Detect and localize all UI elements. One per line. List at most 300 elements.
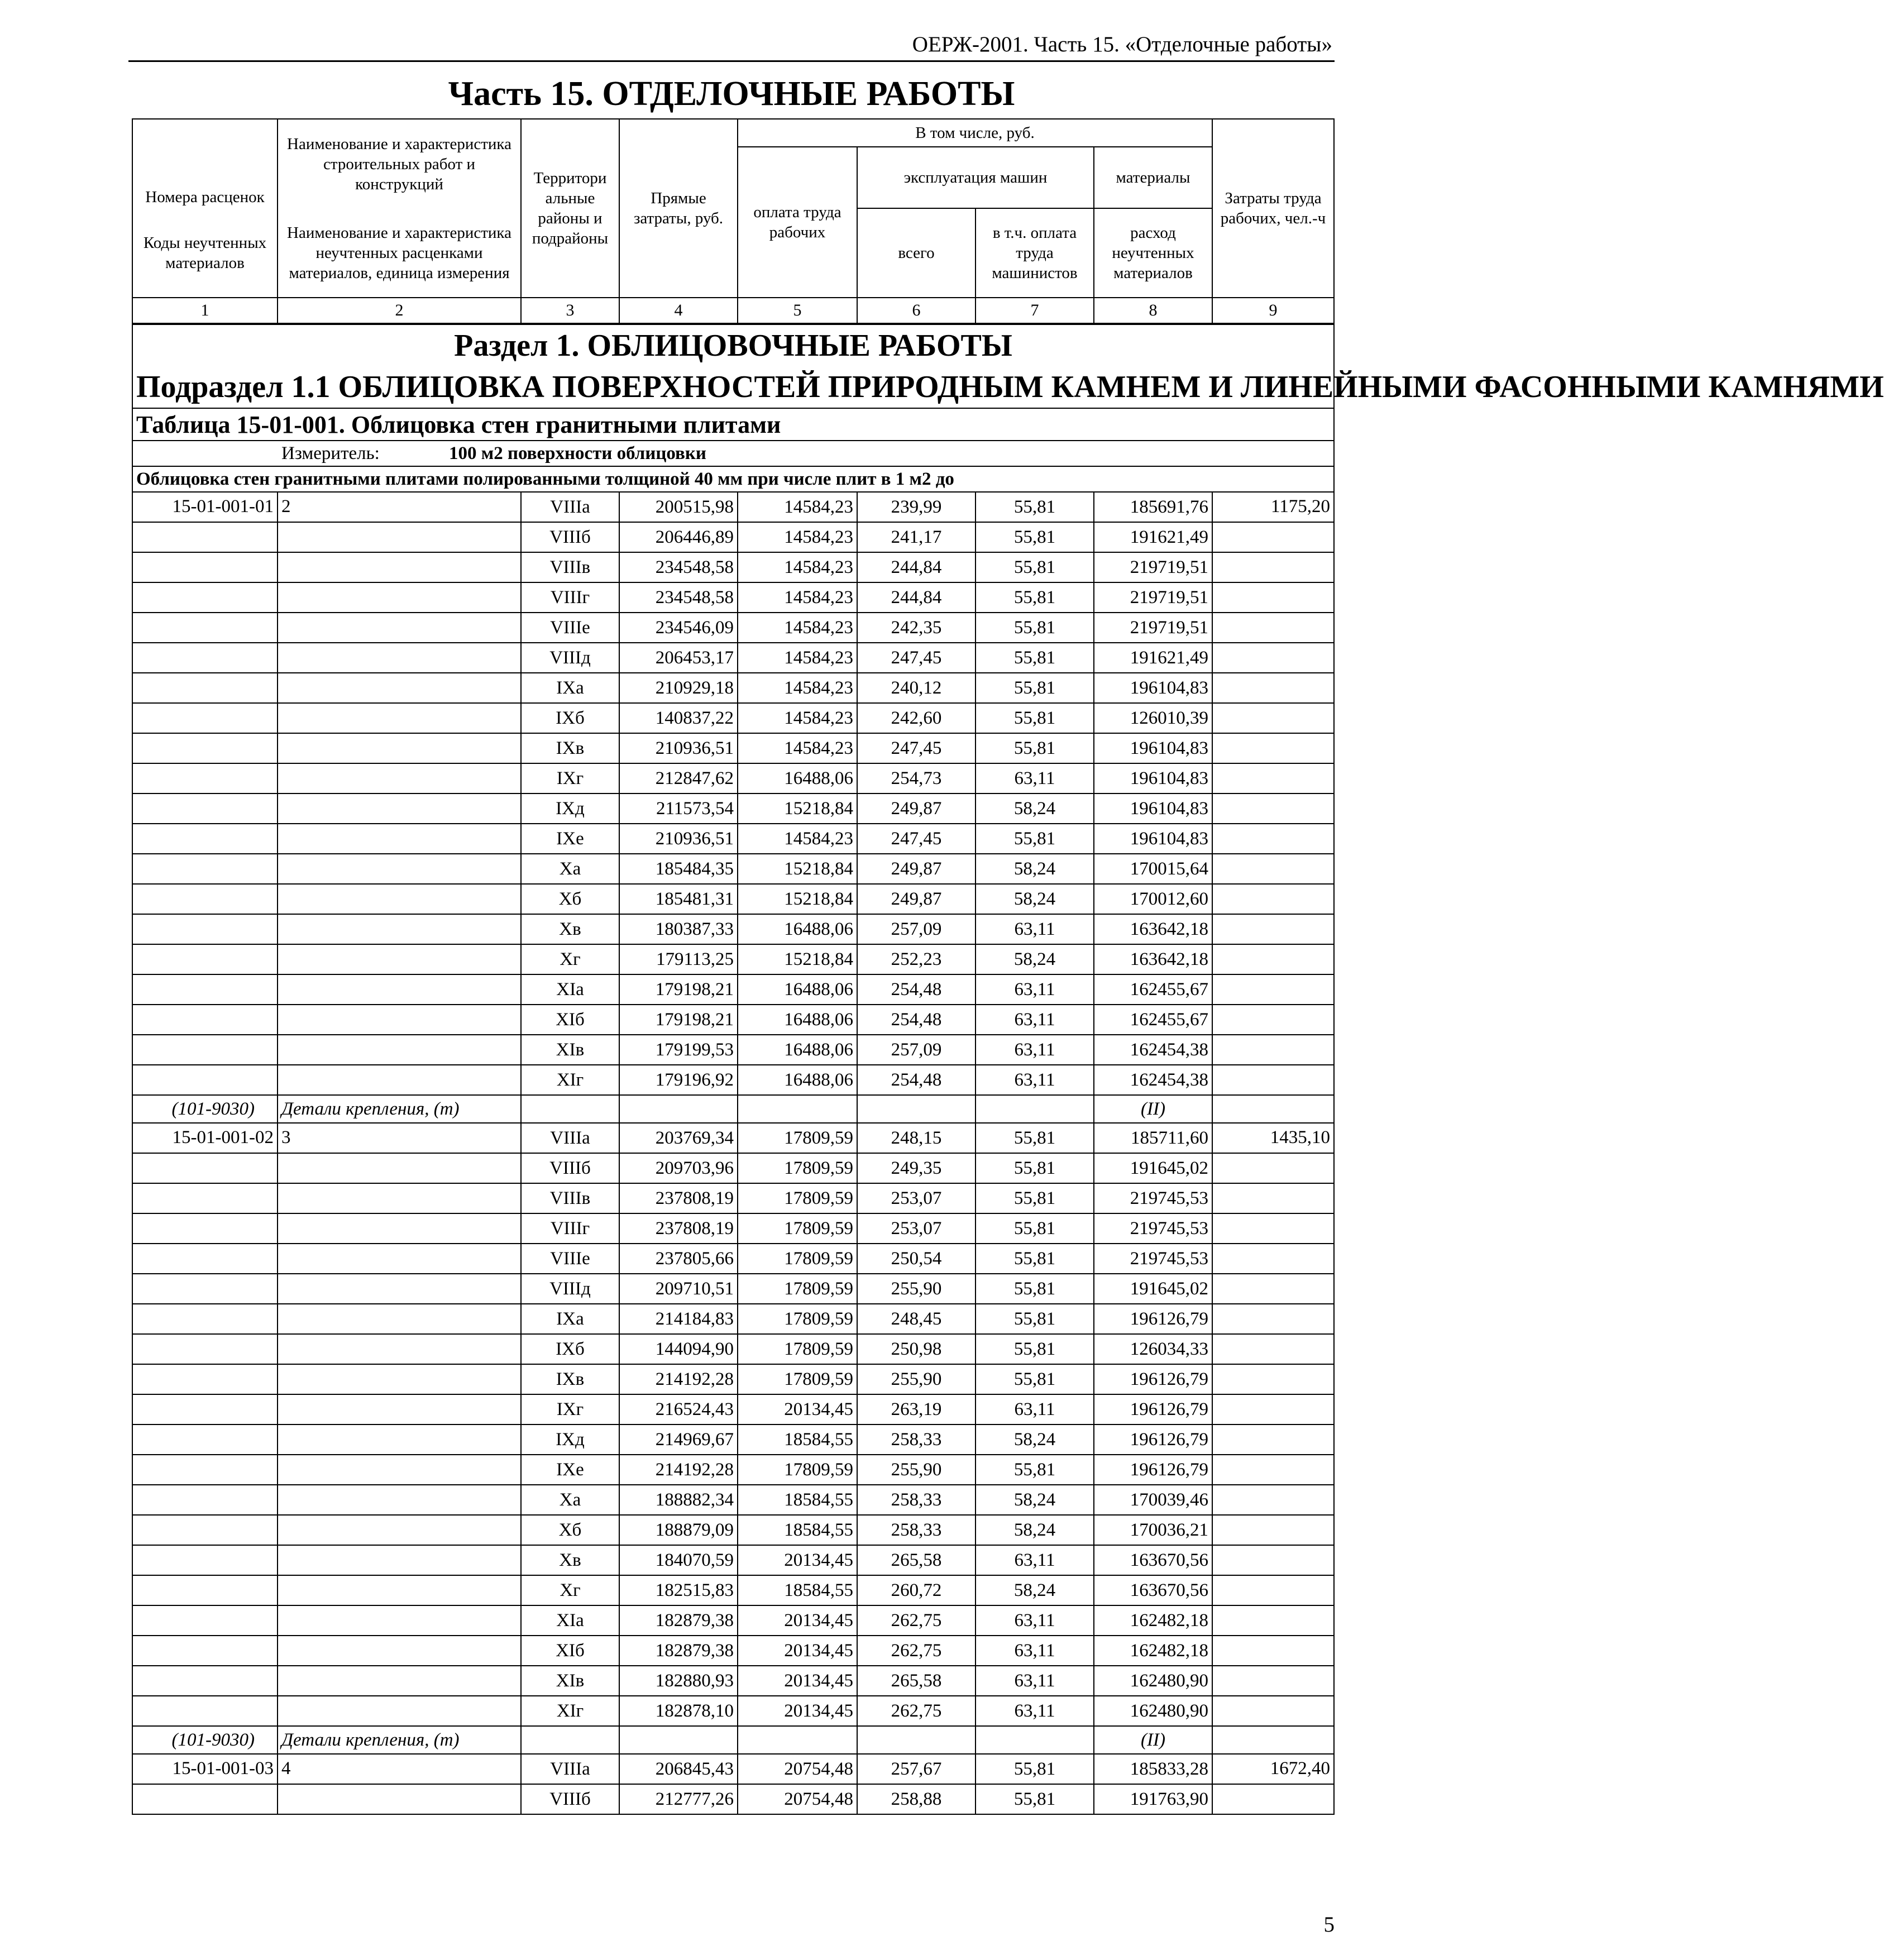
worker-pay-cell: 20134,45 <box>738 1394 857 1424</box>
machinist-pay-cell: 58,24 <box>976 793 1094 824</box>
machines-total-cell: 252,23 <box>857 944 976 974</box>
work-name-blank <box>278 1065 521 1095</box>
detail-empty <box>521 1726 619 1754</box>
machines-total-cell: 241,17 <box>857 522 976 552</box>
rate-code-blank <box>132 1005 278 1035</box>
machines-total-cell: 244,84 <box>857 552 976 582</box>
table-row <box>132 1183 1334 1213</box>
machinist-pay-cell: 58,24 <box>976 944 1094 974</box>
work-name-blank <box>278 1545 521 1575</box>
machines-total-cell: 262,75 <box>857 1636 976 1666</box>
labor-cost-blank <box>1212 1364 1334 1394</box>
labor-cost-blank <box>1212 1394 1334 1424</box>
rate-code-blank <box>132 703 278 733</box>
materials-cell: 191645,02 <box>1094 1274 1212 1304</box>
machinist-pay-cell: 63,11 <box>976 1065 1094 1095</box>
direct-cost-cell: 237808,19 <box>619 1183 738 1213</box>
work-name-blank <box>278 1274 521 1304</box>
rate-code-blank <box>132 1784 278 1814</box>
materials-cell: 163670,56 <box>1094 1545 1212 1575</box>
rate-code-blank <box>132 522 278 552</box>
region-cell: Xв <box>521 914 619 944</box>
region-cell: IXг <box>521 763 619 793</box>
worker-pay-cell: 16488,06 <box>738 1065 857 1095</box>
region-cell: VIIIг <box>521 1213 619 1244</box>
machines-total-cell: 244,84 <box>857 582 976 613</box>
work-name-blank <box>278 763 521 793</box>
machines-total-cell: 258,33 <box>857 1424 976 1455</box>
direct-cost-cell: 182879,38 <box>619 1605 738 1636</box>
header-materials: материалы <box>1094 147 1212 208</box>
machines-total-cell: 253,07 <box>857 1183 976 1213</box>
machinist-pay-cell: 63,11 <box>976 1545 1094 1575</box>
machinist-pay-cell: 58,24 <box>976 854 1094 884</box>
labor-cost-blank <box>1212 1334 1334 1364</box>
work-name-blank <box>278 1304 521 1334</box>
table-row <box>132 1304 1334 1334</box>
machines-total-cell: 265,58 <box>857 1666 976 1696</box>
work-description: Облицовка стен гранитными плитами полированными толщиной 40 мм при числе плит в 1 м2 до <box>132 466 1334 492</box>
labor-cost-blank <box>1212 1424 1334 1455</box>
work-name-blank <box>278 522 521 552</box>
materials-cell: 126010,39 <box>1094 703 1212 733</box>
worker-pay-cell: 17809,59 <box>738 1183 857 1213</box>
header-including: В том числе, руб. <box>738 119 1212 147</box>
rate-code-blank <box>132 613 278 643</box>
materials-cell: 170036,21 <box>1094 1515 1212 1545</box>
detail-empty <box>738 1095 857 1123</box>
materials-cell: 162482,18 <box>1094 1636 1212 1666</box>
machines-total-cell: 242,60 <box>857 703 976 733</box>
machines-total-cell: 247,45 <box>857 643 976 673</box>
direct-cost-cell: 210936,51 <box>619 824 738 854</box>
materials-cell: 191621,49 <box>1094 643 1212 673</box>
column-number: 6 <box>857 298 976 324</box>
materials-cell: 126034,33 <box>1094 1334 1212 1364</box>
materials-cell: 196104,83 <box>1094 824 1212 854</box>
region-cell: IXа <box>521 1304 619 1334</box>
work-name-blank <box>278 1394 521 1424</box>
materials-cell: 219745,53 <box>1094 1183 1212 1213</box>
machines-total-cell: 253,07 <box>857 1213 976 1244</box>
table-row <box>132 1274 1334 1304</box>
machinist-pay-cell: 55,81 <box>976 582 1094 613</box>
region-cell: VIIIа <box>521 492 619 522</box>
machinist-pay-cell: 55,81 <box>976 522 1094 552</box>
table-row <box>132 1424 1334 1455</box>
labor-cost-blank <box>1212 1274 1334 1304</box>
machinist-pay-cell: 55,81 <box>976 1123 1094 1153</box>
region-cell: IXд <box>521 1424 619 1455</box>
column-number: 1 <box>132 298 278 324</box>
column-number: 4 <box>619 298 738 324</box>
worker-pay-cell: 17809,59 <box>738 1153 857 1183</box>
materials-cell: 196126,79 <box>1094 1455 1212 1485</box>
materials-cell: 163642,18 <box>1094 944 1212 974</box>
direct-cost-cell: 184070,59 <box>619 1545 738 1575</box>
work-name-blank <box>278 974 521 1005</box>
work-name: 4 <box>278 1754 521 1784</box>
region-cell: VIIIа <box>521 1123 619 1153</box>
worker-pay-cell: 17809,59 <box>738 1213 857 1244</box>
worker-pay-cell: 16488,06 <box>738 974 857 1005</box>
detail-empty <box>976 1726 1094 1754</box>
materials-cell: 219745,53 <box>1094 1213 1212 1244</box>
labor-cost-blank <box>1212 884 1334 914</box>
worker-pay-cell: 18584,55 <box>738 1515 857 1545</box>
direct-cost-cell: 237808,19 <box>619 1213 738 1244</box>
machines-total-cell: 247,45 <box>857 733 976 763</box>
labor-cost-blank <box>1212 1213 1334 1244</box>
direct-cost-cell: 185481,31 <box>619 884 738 914</box>
rate-code-blank <box>132 824 278 854</box>
direct-cost-cell: 179198,21 <box>619 974 738 1005</box>
machines-total-cell: 257,09 <box>857 914 976 944</box>
table-row <box>132 1636 1334 1666</box>
worker-pay-cell: 18584,55 <box>738 1575 857 1605</box>
materials-cell: 170039,46 <box>1094 1485 1212 1515</box>
detail-name: Детали крепления, (т) <box>278 1726 521 1754</box>
rate-code-blank <box>132 944 278 974</box>
rate-code-blank <box>132 1605 278 1636</box>
labor-cost-blank <box>1212 613 1334 643</box>
worker-pay-cell: 15218,84 <box>738 944 857 974</box>
machines-total-cell: 255,90 <box>857 1455 976 1485</box>
machinist-pay-cell: 55,81 <box>976 1455 1094 1485</box>
detail-empty <box>521 1095 619 1123</box>
header-col8: расход неучтенных материалов <box>1094 208 1212 298</box>
detail-empty <box>619 1726 738 1754</box>
labor-cost-blank <box>1212 974 1334 1005</box>
direct-cost-cell: 210936,51 <box>619 733 738 763</box>
labor-cost-blank <box>1212 1455 1334 1485</box>
direct-cost-cell: 182878,10 <box>619 1696 738 1726</box>
header-col3: Территори альные районы и подрайоны <box>521 119 619 298</box>
table-row <box>132 1575 1334 1605</box>
region-cell: VIIIв <box>521 1183 619 1213</box>
worker-pay-cell: 17809,59 <box>738 1364 857 1394</box>
machinist-pay-cell: 55,81 <box>976 1784 1094 1814</box>
labor-cost-blank <box>1212 854 1334 884</box>
detail-row <box>132 1095 1334 1123</box>
region-cell: Xа <box>521 1485 619 1515</box>
direct-cost-cell: 206845,43 <box>619 1754 738 1784</box>
meter-row <box>132 441 1334 466</box>
worker-pay-cell: 17809,59 <box>738 1455 857 1485</box>
work-name-blank <box>278 824 521 854</box>
work-name-blank <box>278 854 521 884</box>
labor-cost-blank <box>1212 733 1334 763</box>
worker-pay-cell: 20754,48 <box>738 1754 857 1784</box>
worker-pay-cell: 20134,45 <box>738 1666 857 1696</box>
work-name-blank <box>278 613 521 643</box>
region-cell: XIг <box>521 1696 619 1726</box>
table-row <box>132 884 1334 914</box>
direct-cost-cell: 214192,28 <box>619 1455 738 1485</box>
rate-code-blank <box>132 1424 278 1455</box>
table-row <box>132 1666 1334 1696</box>
region-cell: IXв <box>521 733 619 763</box>
machines-total-cell: 247,45 <box>857 824 976 854</box>
region-cell: XIа <box>521 1605 619 1636</box>
direct-cost-cell: 188879,09 <box>619 1515 738 1545</box>
direct-cost-cell: 212847,62 <box>619 763 738 793</box>
machines-total-cell: 250,98 <box>857 1334 976 1364</box>
direct-cost-cell: 182515,83 <box>619 1575 738 1605</box>
rate-code-blank <box>132 763 278 793</box>
table-row <box>132 1545 1334 1575</box>
machines-total-cell: 249,87 <box>857 884 976 914</box>
table-row <box>132 824 1334 854</box>
machinist-pay-cell: 58,24 <box>976 1424 1094 1455</box>
table-row <box>132 1035 1334 1065</box>
machinist-pay-cell: 58,24 <box>976 1575 1094 1605</box>
worker-pay-cell: 14584,23 <box>738 492 857 522</box>
machines-total-cell: 250,54 <box>857 1244 976 1274</box>
direct-cost-cell: 185484,35 <box>619 854 738 884</box>
work-name-blank <box>278 1364 521 1394</box>
materials-cell: 163642,18 <box>1094 914 1212 944</box>
materials-cell: 162455,67 <box>1094 974 1212 1005</box>
section-line-1: Раздел 1. ОБЛИЦОВОЧНЫЕ РАБОТЫ <box>454 328 1012 363</box>
rate-code-blank <box>132 914 278 944</box>
direct-cost-cell: 140837,22 <box>619 703 738 733</box>
rate-code-blank <box>132 1696 278 1726</box>
worker-pay-cell: 16488,06 <box>738 1035 857 1065</box>
direct-cost-cell: 212777,26 <box>619 1784 738 1814</box>
table-row <box>132 1394 1334 1424</box>
column-number: 9 <box>1212 298 1334 324</box>
direct-cost-cell: 179113,25 <box>619 944 738 974</box>
work-name-blank <box>278 1696 521 1726</box>
machinist-pay-cell: 55,81 <box>976 703 1094 733</box>
machines-total-cell: 254,48 <box>857 1005 976 1035</box>
direct-cost-cell: 214969,67 <box>619 1424 738 1455</box>
running-header-text: ОЕРЖ-2001. Часть 15. «Отделочные работы» <box>912 32 1332 56</box>
worker-pay-cell: 14584,23 <box>738 582 857 613</box>
region-cell: VIIIе <box>521 613 619 643</box>
labor-cost-blank <box>1212 552 1334 582</box>
worker-pay-cell: 14584,23 <box>738 522 857 552</box>
materials-cell: 162454,38 <box>1094 1035 1212 1065</box>
table-row <box>132 854 1334 884</box>
materials-cell: 185691,76 <box>1094 492 1212 522</box>
detail-material: (II) <box>1094 1726 1212 1754</box>
machinist-pay-cell: 55,81 <box>976 1304 1094 1334</box>
materials-cell: 191763,90 <box>1094 1784 1212 1814</box>
detail-empty <box>738 1726 857 1754</box>
machines-total-cell: 258,33 <box>857 1485 976 1515</box>
section-title <box>132 324 1884 408</box>
header-col7: в т.ч. оплата труда машинистов <box>976 208 1094 298</box>
machinist-pay-cell: 63,11 <box>976 1666 1094 1696</box>
direct-cost-cell: 182879,38 <box>619 1636 738 1666</box>
labor-cost-blank <box>1212 793 1334 824</box>
materials-cell: 196126,79 <box>1094 1364 1212 1394</box>
work-name: 2 <box>278 492 521 522</box>
worker-pay-cell: 17809,59 <box>738 1274 857 1304</box>
work-name-blank <box>278 944 521 974</box>
machines-total-cell: 248,15 <box>857 1123 976 1153</box>
header-col1-top: Номера расценок <box>132 119 278 208</box>
table-row <box>132 582 1334 613</box>
machines-total-cell: 249,35 <box>857 1153 976 1183</box>
machinist-pay-cell: 58,24 <box>976 884 1094 914</box>
direct-cost-cell: 203769,34 <box>619 1123 738 1153</box>
worker-pay-cell: 15218,84 <box>738 793 857 824</box>
region-cell: VIIIд <box>521 643 619 673</box>
machinist-pay-cell: 55,81 <box>976 1244 1094 1274</box>
rate-code-blank <box>132 793 278 824</box>
region-cell: VIIIб <box>521 1153 619 1183</box>
table-row <box>132 643 1334 673</box>
table-row <box>132 613 1334 643</box>
rate-code-blank <box>132 1575 278 1605</box>
table-row <box>132 492 1334 522</box>
direct-cost-cell: 182880,93 <box>619 1666 738 1696</box>
running-header <box>128 32 1335 62</box>
work-name-blank <box>278 793 521 824</box>
rate-code-blank <box>132 1364 278 1394</box>
work-name-blank <box>278 1005 521 1035</box>
direct-cost-cell: 216524,43 <box>619 1394 738 1424</box>
machines-total-cell: 260,72 <box>857 1575 976 1605</box>
table-row <box>132 763 1334 793</box>
worker-pay-cell: 14584,23 <box>738 733 857 763</box>
worker-pay-cell: 17809,59 <box>738 1123 857 1153</box>
region-cell: VIIIг <box>521 582 619 613</box>
header-col1-bottom: Коды неучтенных материалов <box>132 208 278 298</box>
rate-code-blank <box>132 733 278 763</box>
worker-pay-cell: 17809,59 <box>738 1304 857 1334</box>
machines-total-cell: 263,19 <box>857 1394 976 1424</box>
labor-cost-blank <box>1212 1035 1334 1065</box>
materials-cell: 162455,67 <box>1094 1005 1212 1035</box>
rate-code-blank <box>132 854 278 884</box>
machinist-pay-cell: 55,81 <box>976 824 1094 854</box>
column-number: 7 <box>976 298 1094 324</box>
region-cell: Xг <box>521 944 619 974</box>
materials-cell: 196126,79 <box>1094 1424 1212 1455</box>
worker-pay-cell: 16488,06 <box>738 914 857 944</box>
direct-cost-cell: 200515,98 <box>619 492 738 522</box>
direct-cost-cell: 237805,66 <box>619 1244 738 1274</box>
region-cell: VIIIб <box>521 522 619 552</box>
materials-cell: 219719,51 <box>1094 552 1212 582</box>
header-col6: всего <box>857 208 976 298</box>
direct-cost-cell: 180387,33 <box>619 914 738 944</box>
part-title: Часть 15. ОТДЕЛОЧНЫЕ РАБОТЫ <box>448 75 1015 113</box>
labor-cost-blank <box>1212 1065 1334 1095</box>
labor-cost: 1175,20 <box>1212 492 1334 522</box>
materials-cell: 162454,38 <box>1094 1065 1212 1095</box>
direct-cost-cell: 144094,90 <box>619 1334 738 1364</box>
materials-cell: 196104,83 <box>1094 763 1212 793</box>
machinist-pay-cell: 63,11 <box>976 1605 1094 1636</box>
rate-code-blank <box>132 1545 278 1575</box>
worker-pay-cell: 14584,23 <box>738 824 857 854</box>
detail-material: (II) <box>1094 1095 1212 1123</box>
labor-cost-blank <box>1212 1666 1334 1696</box>
labor-cost-blank <box>1212 1005 1334 1035</box>
direct-cost-cell: 214184,83 <box>619 1304 738 1334</box>
machinist-pay-cell: 63,11 <box>976 1005 1094 1035</box>
labor-cost: 1435,10 <box>1212 1123 1334 1153</box>
section-line-2: Подраздел 1.1 ОБЛИЦОВКА ПОВЕРХНОСТЕЙ ПРИРОДНЫМ КАМНЕМ И ЛИНЕЙНЫМИ ФАСОННЫМИ КАМНЯМИ <box>136 370 1884 404</box>
labor-cost-blank <box>1212 1153 1334 1183</box>
direct-cost-cell: 188882,34 <box>619 1485 738 1515</box>
work-name-blank <box>278 1485 521 1515</box>
materials-cell: 163670,56 <box>1094 1575 1212 1605</box>
labor-cost-blank <box>1212 824 1334 854</box>
machinist-pay-cell: 58,24 <box>976 1515 1094 1545</box>
rate-code-blank <box>132 1065 278 1095</box>
direct-cost-cell: 179199,53 <box>619 1035 738 1065</box>
rate-code: 15-01-001-03 <box>132 1754 278 1784</box>
worker-pay-cell: 20134,45 <box>738 1605 857 1636</box>
worker-pay-cell: 14584,23 <box>738 703 857 733</box>
labor-cost-blank <box>1212 522 1334 552</box>
machinist-pay-cell: 55,81 <box>976 613 1094 643</box>
rate-code-blank <box>132 1485 278 1515</box>
region-cell: VIIIа <box>521 1754 619 1784</box>
machinist-pay-cell: 55,81 <box>976 1183 1094 1213</box>
worker-pay-cell: 15218,84 <box>738 884 857 914</box>
work-name-blank <box>278 1666 521 1696</box>
machinist-pay-cell: 55,81 <box>976 1754 1094 1784</box>
worker-pay-cell: 20134,45 <box>738 1696 857 1726</box>
machinist-pay-cell: 55,81 <box>976 673 1094 703</box>
labor-cost-blank <box>1212 763 1334 793</box>
meter-value: 100 м2 поверхности облицовки <box>449 443 706 463</box>
labor-cost-blank <box>1212 1545 1334 1575</box>
region-cell: IXг <box>521 1394 619 1424</box>
region-cell: IXб <box>521 1334 619 1364</box>
region-cell: IXв <box>521 1364 619 1394</box>
labor-cost-blank <box>1212 1696 1334 1726</box>
worker-pay-cell: 17809,59 <box>738 1244 857 1274</box>
machinist-pay-cell: 63,11 <box>976 1696 1094 1726</box>
materials-cell: 191621,49 <box>1094 522 1212 552</box>
work-name-blank <box>278 703 521 733</box>
table-row <box>132 1696 1334 1726</box>
work-name-blank <box>278 1334 521 1364</box>
table-row <box>132 1213 1334 1244</box>
direct-cost-cell: 206446,89 <box>619 522 738 552</box>
column-number: 8 <box>1094 298 1212 324</box>
machines-total-cell: 254,48 <box>857 1065 976 1095</box>
direct-cost-cell: 179196,92 <box>619 1065 738 1095</box>
meter-label: Измеритель: <box>281 443 380 463</box>
materials-cell: 170012,60 <box>1094 884 1212 914</box>
region-cell: VIIIв <box>521 552 619 582</box>
detail-empty <box>1212 1095 1334 1123</box>
work-name-blank <box>278 1605 521 1636</box>
machinist-pay-cell: 55,81 <box>976 492 1094 522</box>
labor-cost-blank <box>1212 944 1334 974</box>
rates-table <box>132 118 1884 1815</box>
table-row <box>132 1515 1334 1545</box>
labor-cost: 1672,40 <box>1212 1754 1334 1784</box>
labor-cost-blank <box>1212 1575 1334 1605</box>
region-cell: XIб <box>521 1005 619 1035</box>
worker-pay-cell: 16488,06 <box>738 1005 857 1035</box>
rate-code-blank <box>132 1035 278 1065</box>
materials-cell: 196104,83 <box>1094 733 1212 763</box>
labor-cost-blank <box>1212 1515 1334 1545</box>
region-cell: IXа <box>521 673 619 703</box>
machines-total-cell: 257,09 <box>857 1035 976 1065</box>
